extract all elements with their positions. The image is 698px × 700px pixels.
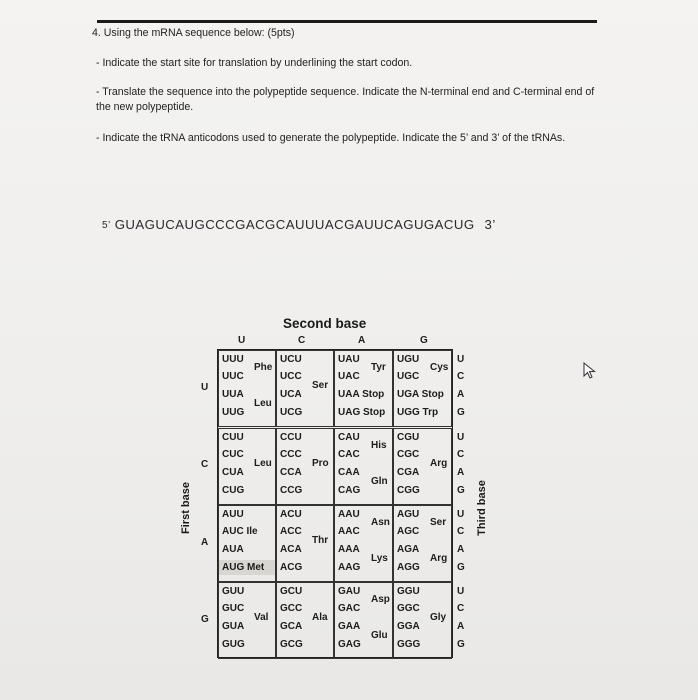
third-base-letter: C xyxy=(457,371,465,382)
codon-label: GGG xyxy=(397,639,421,650)
codon-label: GAA xyxy=(338,621,361,632)
amino-acid-label: Tyr xyxy=(371,362,386,373)
codon-label: AAG xyxy=(338,562,361,573)
instruction-translate: - Translate the sequence into the polypeptide sequence. Indicate the N-terminal end and C-terminal end of the new polypeptide. xyxy=(96,86,595,113)
codon-label: CCA xyxy=(280,467,302,478)
codon-label: AAA xyxy=(338,544,360,555)
first-base-label: First base xyxy=(179,482,192,534)
amino-acid-label: Lys xyxy=(371,553,388,564)
codon-label: UAG Stop xyxy=(338,407,386,418)
codon-label: UCA xyxy=(280,389,302,400)
codon-label: CAG xyxy=(338,485,361,496)
codon-label: UGC xyxy=(397,371,420,382)
codon-label: AGA xyxy=(397,544,420,555)
codon-label: UGU xyxy=(397,354,420,365)
codon-label: AUC Ile xyxy=(222,526,258,537)
codon-label: GUC xyxy=(222,603,245,614)
amino-acid-label: Val xyxy=(254,612,269,623)
codon-label: GGA xyxy=(397,621,420,632)
third-base-letter: G xyxy=(457,485,465,496)
amino-acid-label: Leu xyxy=(254,458,272,469)
codon-label: ACU xyxy=(280,509,302,520)
codon-label: CGG xyxy=(397,485,420,496)
mouse-pointer-icon xyxy=(583,362,597,380)
codon-label: UAA Stop xyxy=(338,389,385,400)
codon-label: GAU xyxy=(338,586,361,597)
codon-label: UUA xyxy=(222,389,244,400)
codon-label: UUU xyxy=(222,354,244,365)
amino-acid-label: Asp xyxy=(371,594,390,605)
codon-label: CCG xyxy=(280,485,303,496)
amino-acid-label: Glu xyxy=(371,630,388,641)
codon-label: AGG xyxy=(397,562,420,573)
amino-acid-label: His xyxy=(371,440,387,451)
three-prime-label: 3’ xyxy=(484,217,496,232)
third-base-letter: U xyxy=(457,432,465,443)
codon-label: CGU xyxy=(397,432,420,443)
top-divider xyxy=(97,20,597,23)
third-base-letter: A xyxy=(457,544,465,555)
third-base-letter: G xyxy=(457,407,465,418)
second-base-g: G xyxy=(420,335,428,346)
codon-label: CUC xyxy=(222,449,244,460)
third-base-letter: A xyxy=(457,389,465,400)
codon-label: ACA xyxy=(280,544,302,555)
second-base-c: C xyxy=(298,335,306,346)
codon-label: CCC xyxy=(280,449,302,460)
codon-label: UCU xyxy=(280,354,302,365)
mrna-bases: GUAGUCAUGCCCGACGCAUUUACGAUUCAGUGACUG xyxy=(114,217,475,232)
codon-label: UGA Stop xyxy=(397,389,444,400)
third-base-letter: C xyxy=(457,449,465,460)
codon-label: CGA xyxy=(397,467,420,478)
amino-acid-label: Gln xyxy=(371,476,388,487)
first-base-g: G xyxy=(201,614,209,625)
codon-label: CAU xyxy=(338,432,360,443)
first-base-a: A xyxy=(201,537,209,548)
codon-label: GUA xyxy=(222,621,245,632)
codon-label: AAU xyxy=(338,509,360,520)
codon-label: GAC xyxy=(338,603,361,614)
third-base-letter: U xyxy=(457,586,465,597)
codon-label: UAU xyxy=(338,354,360,365)
codon-label: UCG xyxy=(280,407,303,418)
codon-label: UCC xyxy=(280,371,302,382)
codon-label: AGU xyxy=(397,509,420,520)
second-base-u: U xyxy=(238,335,246,346)
amino-acid-label: Gly xyxy=(430,612,447,623)
third-base-letter: G xyxy=(457,562,465,573)
codon-label: CUA xyxy=(222,467,244,478)
codon-label: CCU xyxy=(280,432,302,443)
five-prime-label: 5’ xyxy=(102,220,111,231)
codon-label: CGC xyxy=(397,449,420,460)
second-base-title: Second base xyxy=(283,316,367,331)
third-base-letter: C xyxy=(457,526,465,537)
amino-acid-label: Arg xyxy=(430,458,448,469)
codon-label: CAA xyxy=(338,467,360,478)
mrna-sequence xyxy=(102,217,496,232)
amino-acid-label: Pro xyxy=(312,458,329,469)
codon-label: UUG xyxy=(222,407,245,418)
codon-label: GGC xyxy=(397,603,420,614)
codon-label: GCC xyxy=(280,603,303,614)
codon-label: ACG xyxy=(280,562,303,573)
second-base-a: A xyxy=(358,335,366,346)
third-base-letter: C xyxy=(457,603,465,614)
amino-acid-label: Phe xyxy=(254,362,273,373)
third-base-letter: A xyxy=(457,467,465,478)
codon-label: CUU xyxy=(222,432,244,443)
amino-acid-label: Thr xyxy=(312,535,329,546)
codon-label: UGG Trp xyxy=(397,407,439,418)
first-base-u: U xyxy=(201,382,209,393)
third-base-letter: U xyxy=(457,509,465,520)
first-base-c: C xyxy=(201,459,209,470)
third-base-letter: U xyxy=(457,354,465,365)
codon-label: ACC xyxy=(280,526,302,537)
amino-acid-label: Leu xyxy=(254,398,272,409)
codon-label: GCA xyxy=(280,621,303,632)
codon-label: AUA xyxy=(222,544,244,555)
codon-label: AUU xyxy=(222,509,244,520)
codon-label: GGU xyxy=(397,586,420,597)
amino-acid-label: Ser xyxy=(312,380,329,391)
instruction-trna: - Indicate the tRNA anticodons used to generate the polypeptide. Indicate the 5’ and 3’ of the tRNAs. xyxy=(96,132,566,144)
amino-acid-label: Ser xyxy=(430,517,447,528)
codon-label: GAG xyxy=(338,639,361,650)
codon-label: AGC xyxy=(397,526,420,537)
amino-acid-label: Asn xyxy=(371,517,390,528)
question-title: 4. Using the mRNA sequence below: (5pts) xyxy=(92,27,295,39)
codon-label: GUU xyxy=(222,586,245,597)
codon-label: GCG xyxy=(280,639,303,650)
codon-label: CUG xyxy=(222,485,245,496)
codon-label: AAC xyxy=(338,526,360,537)
amino-acid-label: Ala xyxy=(312,612,328,623)
codon-label: CAC xyxy=(338,449,360,460)
amino-acid-label: Arg xyxy=(430,553,448,564)
codon-label: GUG xyxy=(222,639,245,650)
instruction-start-codon: - Indicate the start site for translation by underlining the start codon. xyxy=(96,57,413,69)
codon-label: UAC xyxy=(338,371,360,382)
codon-label: AUG Met xyxy=(222,562,265,573)
third-base-label: Third base xyxy=(475,480,488,536)
third-base-letter: A xyxy=(457,621,465,632)
third-base-letter: G xyxy=(457,639,465,650)
codon-label: GCU xyxy=(280,586,303,597)
amino-acid-label: Cys xyxy=(430,362,449,373)
codon-label: UUC xyxy=(222,371,244,382)
